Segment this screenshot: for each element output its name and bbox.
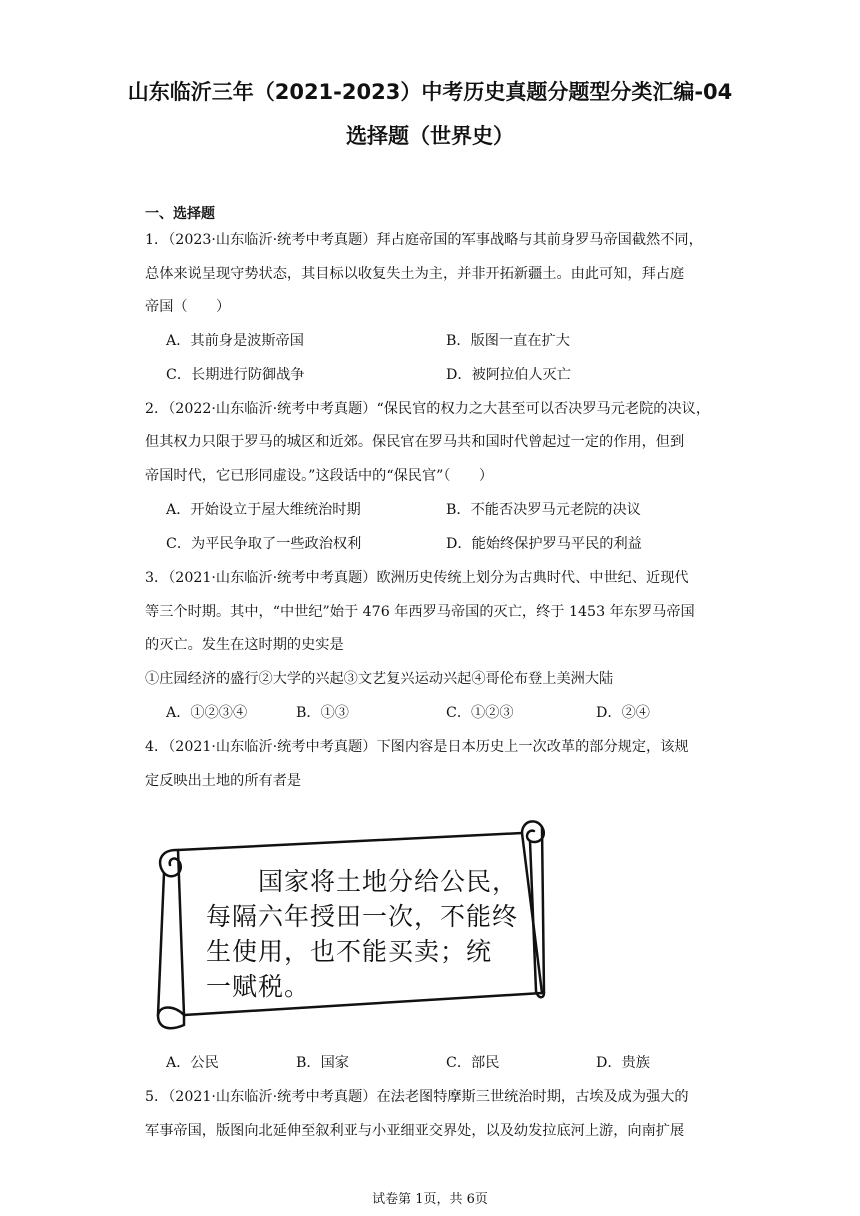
question-4-line: 4．（2021·山东临沂·统考中考真题）下图内容是日本历史上一次改革的部分规定，该规 [145,739,689,755]
question-2-option-b[interactable]: B．不能否决罗马元老院的决议 [446,502,641,518]
question-2-option-a[interactable]: A．开始设立于屋大维统治时期 [166,502,361,518]
document-title-line1: 山东临沂三年（2021-2023）中考历史真题分题型分类汇编-04 [127,80,733,104]
scroll-text-line: 每隔六年授田一次，不能终 [206,902,519,931]
question-1-line: 总体来说呈现守势状态，其目标以收复失土为主，并非开拓新疆土。由此可知，拜占庭 [145,266,685,282]
question-4-option-c[interactable]: C．部民 [446,1055,500,1071]
question-2-line: 帝国时代，它已形同虚设。”这段话中的“保民官”（ ） [145,468,494,484]
section-heading: 一、选择题 [145,206,215,222]
scroll-illustration [150,815,550,1035]
scroll-text-line: 国家将土地分给公民， [258,867,519,896]
question-3-option-b[interactable]: B．①③ [296,705,349,721]
question-1-option-a[interactable]: A．其前身是波斯帝国 [166,333,304,349]
question-3-option-a[interactable]: A．①②③④ [166,705,248,721]
question-1-option-b[interactable]: B．版图一直在扩大 [446,333,570,349]
question-2-line: 但其权力只限于罗马的城区和近郊。保民官在罗马共和国时代曾起过一定的作用，但到 [145,434,685,450]
question-1-option-d[interactable]: D．被阿拉伯人灭亡 [446,367,571,383]
question-2-line: 2．（2022·山东临沂·统考中考真题）“保民官的权力之大甚至可以否决罗马元老院的决议， [145,401,711,417]
scroll-text-line: 一赋税。 [206,972,311,1001]
question-4-option-a[interactable]: A．公民 [166,1055,219,1071]
question-3-option-c[interactable]: C．①②③ [446,705,514,721]
question-1-line: 1．（2023·山东临沂·统考中考真题）拜占庭帝国的军事战略与其前身罗马帝国截然不同， [145,232,703,248]
question-2-option-d[interactable]: D．能始终保护罗马平民的利益 [446,536,642,552]
question-4-line: 定反映出土地的所有者是 [145,773,302,789]
question-4-option-b[interactable]: B．国家 [296,1055,349,1071]
question-1-line: 帝国（ ） [145,299,231,315]
question-4-option-d[interactable]: D．贵族 [596,1055,650,1071]
question-3-line: 3．（2021·山东临沂·统考中考真题）欧洲历史传统上划分为古典时代、中世纪、近现代 [145,570,689,586]
question-2-option-c[interactable]: C．为平民争取了一些政治权利 [166,536,362,552]
question-5-line: 军事帝国，版图向北延伸至叙利亚与小亚细亚交界处，以及幼发拉底河上游，向南扩展 [145,1123,685,1139]
page-footer: 试卷第 1页，共 6页 [372,1192,488,1207]
question-3-line: 等三个时期。其中，“中世纪”始于 476 年西罗马帝国的灭亡，终于 1453 年东罗马帝国 [145,604,695,620]
question-1-option-c[interactable]: C．长期进行防御战争 [166,367,305,383]
question-3-line: ①庄园经济的盛行②大学的兴起③文艺复兴运动兴起④哥伦布登上美洲大陆 [145,671,614,687]
document-title-line2: 选择题（世界史） [346,124,514,148]
scroll-text-line: 生使用，也不能买卖；统 [206,937,493,966]
question-5-line: 5．（2021·山东临沂·统考中考真题）在法老图特摩斯三世统治时期，古埃及成为强大的 [145,1089,689,1105]
question-3-option-d[interactable]: D．②④ [596,705,650,721]
question-3-line: 的灭亡。发生在这时期的史实是 [145,637,344,653]
